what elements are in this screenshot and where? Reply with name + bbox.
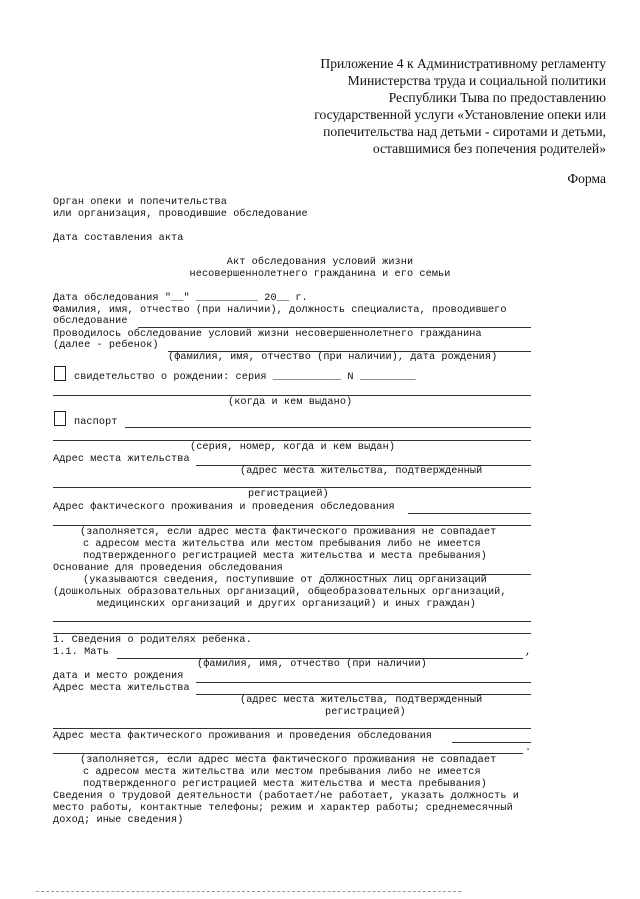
- section-1-heading: 1. Сведения о родителях ребенка.: [53, 635, 252, 646]
- mother-hint: (фамилия, имя, отчество (при наличии): [197, 659, 427, 670]
- birth-cert-line[interactable]: [53, 395, 531, 396]
- mother-address-hint-1: (адрес места жительства, подтвержденный: [240, 695, 483, 706]
- mother-address-hint-2: регистрацией): [325, 707, 406, 718]
- address-line-2[interactable]: [53, 487, 531, 488]
- address-label: Адрес места жительства: [53, 454, 190, 465]
- birth-cert-field[interactable]: свидетельство о рождении: серия ___________ N _________: [74, 372, 416, 383]
- birth-cert-hint: (когда и кем выдано): [228, 397, 353, 408]
- passport-line-2[interactable]: [53, 440, 531, 441]
- conducted-label-2: (далее - ребенок): [53, 340, 159, 351]
- actual-address-line-2[interactable]: [53, 525, 531, 526]
- mother-fill-hint-2: с адресом места жительства или местом пребывания либо не имеется: [83, 767, 481, 778]
- work-label-1: Сведения о трудовой деятельности (работает/не работает, указать должность и: [53, 791, 520, 802]
- birth-cert-checkbox[interactable]: [54, 366, 66, 381]
- mother-label: 1.1. Мать: [53, 647, 109, 658]
- header-line-5: попечительства над детьми - сиротами и детьми,: [323, 124, 606, 139]
- actual-fill-hint-2: с адресом места жительства или местом пребывания либо не имеется: [83, 539, 481, 550]
- mother-address-line-2[interactable]: [53, 728, 531, 729]
- header-line-3: Республики Тыва по предоставлению: [388, 90, 606, 105]
- specialist-label: Фамилия, имя, отчество (при наличии), должность специалиста, проводившего: [53, 305, 507, 316]
- mother-address-label: Адрес места жительства: [53, 683, 190, 694]
- specialist-input-line[interactable]: [138, 327, 531, 328]
- actual-address-input-line[interactable]: [408, 513, 531, 514]
- basis-label: Основание для проведения обследования: [53, 563, 283, 574]
- basis-hint-2: (дошкольных образовательных организаций, общеобразовательных организаций,: [53, 587, 507, 598]
- work-label-3: доход; иные сведения): [53, 815, 184, 826]
- passport-checkbox[interactable]: [54, 411, 66, 426]
- specialist-label-2: обследование: [53, 316, 128, 327]
- act-title-line-1: Акт обследования условий жизни: [226, 257, 414, 268]
- org-line-2: или организация, проводившие обследование: [53, 209, 308, 220]
- address-hint-2: регистрацией): [248, 489, 329, 500]
- page-bottom-rule: [36, 891, 461, 892]
- org-line-1: Орган опеки и попечительства: [53, 197, 227, 208]
- mother-comma: ,: [525, 647, 532, 658]
- mother-actual-label: Адрес места фактического проживания и проведения обследования: [53, 731, 433, 742]
- passport-hint: (серия, номер, когда и кем выдан): [190, 442, 396, 453]
- actual-fill-hint-3: подтвержденного регистрацией места жительства и места пребывания): [83, 551, 487, 562]
- actual-fill-hint-1: (заполняется, если адрес места фактического проживания не совпадает: [80, 527, 497, 538]
- header-line-1: Приложение 4 к Административному регламенту: [320, 56, 606, 71]
- mother-actual-period: .: [525, 743, 532, 754]
- header-line-4: государственной услуги «Установление опеки или: [314, 107, 606, 122]
- form-label: Форма: [567, 171, 606, 186]
- actual-address-label: Адрес фактического проживания и проведения обследования: [53, 502, 395, 513]
- basis-line-2[interactable]: [53, 621, 531, 622]
- mother-actual-input-line[interactable]: [452, 742, 531, 743]
- mother-actual-line-2[interactable]: [53, 753, 523, 754]
- header-line-2: Министерства труда и социальной политики: [347, 73, 606, 88]
- passport-label: паспорт: [74, 417, 118, 428]
- mother-fill-hint-3: подтвержденного регистрацией места жительства и места пребывания): [83, 779, 487, 790]
- address-hint-1: (адрес места жительства, подтвержденный: [240, 466, 483, 477]
- act-date-label: Дата составления акта: [53, 233, 184, 244]
- dob-input-line[interactable]: [196, 682, 531, 683]
- basis-line-3[interactable]: [53, 633, 531, 634]
- dob-label: дата и место рождения: [53, 671, 184, 682]
- passport-input-line[interactable]: [125, 427, 531, 428]
- child-hint: (фамилия, имя, отчество (при наличии), дата рождения): [168, 352, 498, 363]
- mother-fill-hint-1: (заполняется, если адрес места фактического проживания не совпадает: [80, 755, 497, 766]
- basis-hint-1: (указываются сведения, поступившие от должностных лиц организаций: [83, 575, 487, 586]
- work-label-2: место работы, контактные телефоны; режим и характер работы; среднемесячный: [53, 803, 513, 814]
- act-title-line-2: несовершеннолетнего гражданина и его семьи: [189, 269, 451, 280]
- basis-hint-3: медицинских организаций и других организаций) и иных граждан): [97, 599, 477, 610]
- exam-date-field[interactable]: Дата обследования "__" __________ 20__ г.: [53, 293, 308, 304]
- conducted-label: Проводилось обследование условий жизни несовершеннолетнего гражданина: [53, 329, 482, 340]
- header-line-6: оставшимися без попечения родителей»: [372, 141, 606, 156]
